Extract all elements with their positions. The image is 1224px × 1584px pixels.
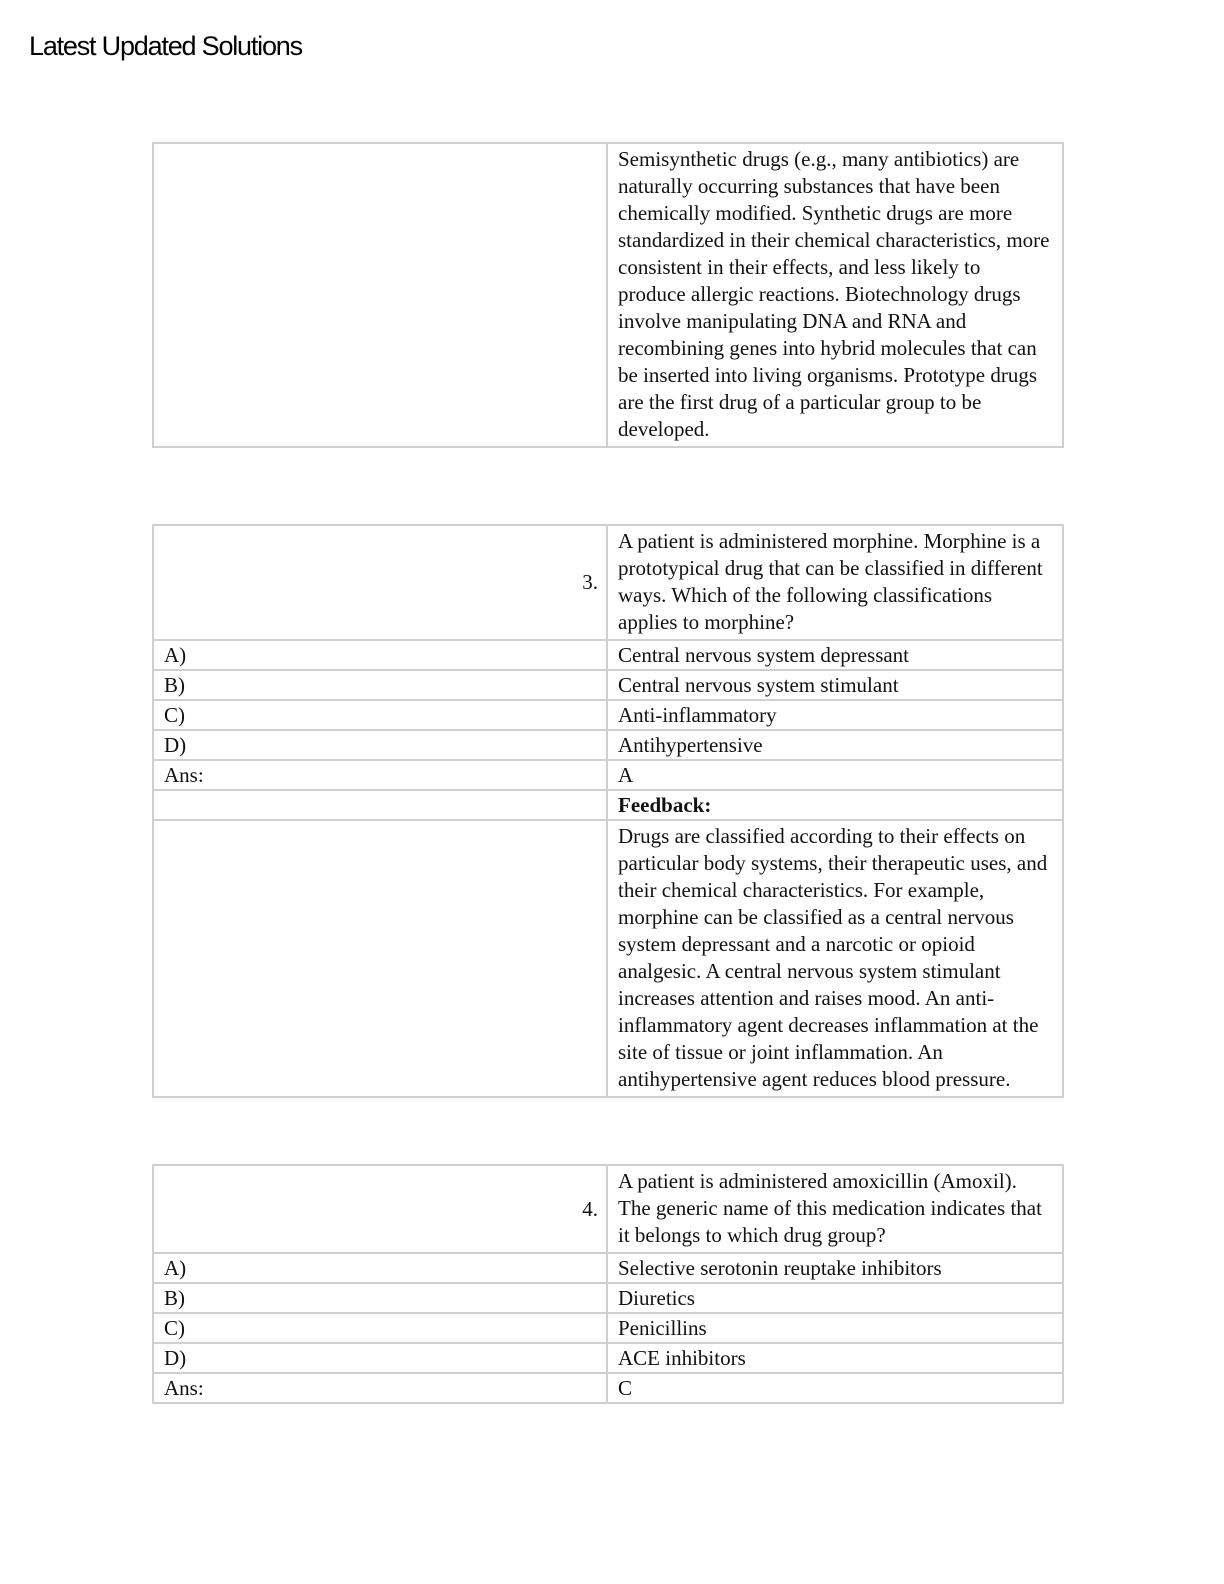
question-row — [154, 526, 1064, 641]
table-row — [154, 144, 1064, 448]
option-row-d — [154, 1344, 1064, 1374]
feedback-text: Semisynthetic drugs (e.g., many antibiotics) are naturally occurring substances that have been chemically modified. Synthetic drugs are more standardized in their chemical characteristics, more consistent in their effects, and less likely to produce allergic reactions. Biotechnology drugs involve manipulating DNA and RNA and recombining genes into hybrid molecules that can be inserted into living organisms. Prototype drugs are the first drug of a particular group to be developed. — [608, 144, 1064, 448]
option-text: Diuretics — [608, 1284, 1064, 1314]
answer-value: A — [608, 761, 1064, 791]
option-row-c — [154, 701, 1064, 731]
option-row-b — [154, 1284, 1064, 1314]
option-row-a — [154, 1254, 1064, 1284]
question-3-table — [152, 524, 1064, 1098]
option-row-a — [154, 641, 1064, 671]
option-row-d — [154, 731, 1064, 761]
option-label: D) — [154, 1344, 608, 1374]
answer-value: C — [608, 1374, 1064, 1404]
question-number: 4. — [154, 1166, 608, 1254]
option-label: A) — [154, 641, 608, 671]
feedback-label-row — [154, 791, 1064, 821]
option-label: D) — [154, 731, 608, 761]
option-text: Selective serotonin reuptake inhibitors — [608, 1254, 1064, 1284]
option-label: A) — [154, 1254, 608, 1284]
option-text: Anti-inflammatory — [608, 701, 1064, 731]
answer-row — [154, 761, 1064, 791]
option-label: B) — [154, 671, 608, 701]
option-row-b — [154, 671, 1064, 701]
question-text: A patient is administered amoxicillin (Amoxil). The generic name of this medication indicates that it belongs to which drug group? — [608, 1166, 1064, 1254]
answer-row — [154, 1374, 1064, 1404]
option-label: B) — [154, 1284, 608, 1314]
feedback-row — [154, 821, 1064, 1098]
empty-cell — [154, 144, 608, 448]
question-row — [154, 1166, 1064, 1254]
option-label: C) — [154, 1314, 608, 1344]
question-4-table — [152, 1164, 1064, 1404]
page-header-title: Latest Updated Solutions — [29, 31, 302, 61]
option-label: C) — [154, 701, 608, 731]
empty-cell — [154, 791, 608, 821]
option-row-c — [154, 1314, 1064, 1344]
option-text: Central nervous system stimulant — [608, 671, 1064, 701]
empty-cell — [154, 821, 608, 1098]
answer-label: Ans: — [154, 1374, 608, 1404]
option-text: ACE inhibitors — [608, 1344, 1064, 1374]
option-text: Antihypertensive — [608, 731, 1064, 761]
option-text: Penicillins — [608, 1314, 1064, 1344]
feedback-continuation-table — [152, 142, 1064, 448]
option-text: Central nervous system depressant — [608, 641, 1064, 671]
question-number: 3. — [154, 526, 608, 641]
question-text: A patient is administered morphine. Morphine is a prototypical drug that can be classified in different ways. Which of the following classifications applies to morphine? — [608, 526, 1064, 641]
feedback-label: Feedback: — [608, 791, 1064, 821]
answer-label: Ans: — [154, 761, 608, 791]
feedback-text: Drugs are classified according to their effects on particular body systems, their therapeutic uses, and their chemical characteristics. For example, morphine can be classified as a central nervous system depressant and a narcotic or opioid analgesic. A central nervous system stimulant increases attention and raises mood. An anti-inflammatory agent decreases inflammation at the site of tissue or joint inflammation. An antihypertensive agent reduces blood pressure. — [608, 821, 1064, 1098]
